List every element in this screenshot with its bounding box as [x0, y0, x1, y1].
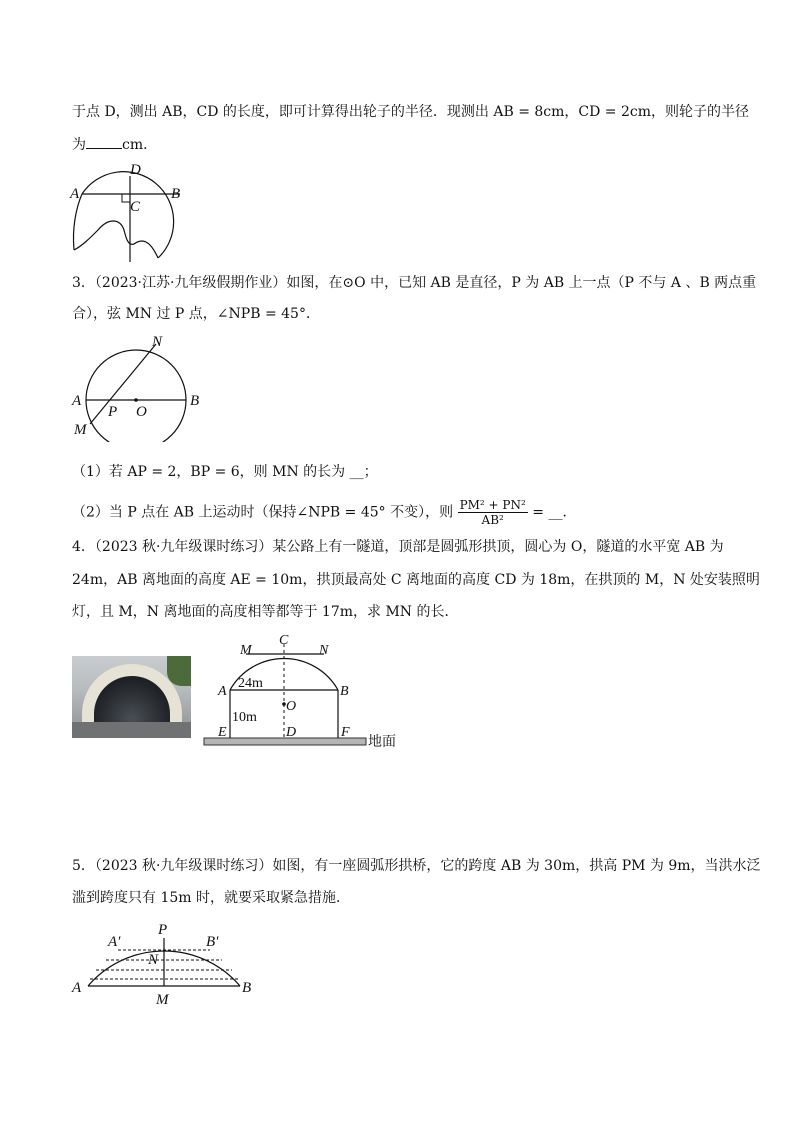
q2-label-D: D	[130, 162, 141, 178]
q3-label-A: A	[72, 393, 82, 409]
q3-sub2-prefix: （2）当 P 点在 AB 上运动时（保持∠NPB = 45° 不变），则	[72, 504, 454, 521]
q3-fraction-denominator: AB²	[481, 513, 504, 527]
q3-label-P: P	[108, 404, 118, 420]
q5-label-A-prime: A′	[108, 934, 121, 950]
q3-fraction	[458, 498, 528, 527]
q4-label-M: M	[240, 643, 252, 658]
q4-label-N: N	[319, 643, 329, 658]
q4-text-line1: 4．（2023 秋·九年级课时练习）某公路上有一隧道，顶部是圆弧形拱顶，圆心为 O，隧道的水平宽 AB 为	[72, 539, 724, 555]
q2-label-B: B	[171, 186, 181, 202]
q3-text-line1: 3．（2023·江苏·九年级假期作业）如图，在⊙O 中，已知 AB 是直径，P 为 AB 上一点（P 不与 A 、B 两点重	[72, 275, 757, 291]
q2-label-A: A	[70, 186, 80, 202]
q5-label-B: B	[242, 980, 252, 996]
q5-label-P: P	[158, 922, 168, 938]
q3-label-M: M	[74, 422, 87, 438]
q4-label-O: O	[286, 699, 297, 714]
q3-label-B: B	[190, 393, 200, 409]
q5-label-M: M	[156, 992, 169, 1008]
q3-label-N: N	[152, 334, 163, 350]
q2-line2-suffix: cm．	[122, 137, 158, 153]
q3-circle-figure	[68, 332, 208, 442]
q2-line2-prefix: 为	[72, 137, 86, 153]
q5-text-line1: 5．（2023 秋·九年级课时练习）如图，有一座圆弧形拱桥，它的跨度 AB 为 30m，拱高 PM 为 9m，当洪水泛	[72, 858, 761, 874]
q4-label-ground: 地面	[368, 735, 396, 750]
q5-label-B-prime: B′	[206, 934, 219, 950]
q3-text-line2: 合），弦 MN 过 P 点，∠NPB = 45°．	[72, 306, 320, 322]
q4-tunnel-figure	[200, 630, 410, 750]
q4-label-E: E	[218, 725, 227, 740]
q2-text-line2	[72, 134, 157, 155]
q4-label-A: A	[218, 684, 227, 699]
q2-answer-blank[interactable]	[86, 134, 122, 149]
q5-bridge-figure	[68, 918, 268, 1013]
q4-label-C: C	[279, 633, 289, 648]
q4-text-line3: 灯，且 M，N 离地面的高度相等都等于 17m，求 MN 的长．	[72, 604, 459, 620]
q3-sub2	[72, 498, 576, 527]
q3-sub1: （1）若 AP = 2，BP = 6，则 MN 的长为 __；	[72, 464, 378, 480]
q4-label-B: B	[340, 684, 349, 699]
q4-label-height: 10m	[232, 710, 257, 725]
q3-label-O: O	[136, 404, 147, 420]
q5-label-A: A	[72, 980, 82, 996]
q3-fraction-numerator: PM² + PN²	[459, 498, 526, 512]
q2-text-line1: 于点 D，测出 AB，CD 的长度，即可计算得出轮子的半径．现测出 AB = 8cm，CD = 2cm，则轮子的半径	[72, 104, 750, 120]
q2-wheel-figure	[68, 158, 188, 268]
tunnel-photo	[72, 656, 191, 738]
q5-label-N: N	[148, 952, 159, 968]
q2-label-C: C	[130, 199, 141, 215]
q3-sub2-suffix: = __．	[532, 504, 577, 521]
q4-label-width: 24m	[238, 676, 263, 691]
q4-label-F: F	[341, 725, 350, 740]
q4-text-line2: 24m，AB 离地面的高度 AE = 10m，拱顶最高处 C 离地面的高度 CD 为 18m，在拱顶的 M，N 处安装照明	[72, 572, 760, 588]
q5-text-line2: 滥到跨度只有 15m 时，就要采取紧急措施．	[72, 890, 350, 906]
q4-label-D: D	[286, 725, 297, 740]
